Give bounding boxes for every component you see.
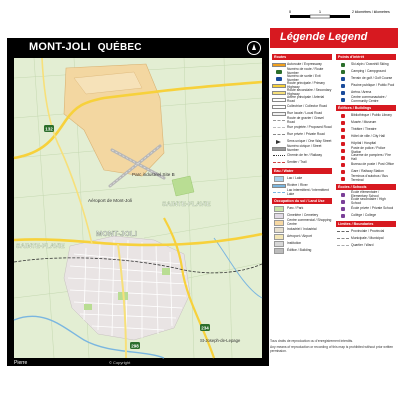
legend-dot-icon [336,141,349,146]
legend-badge-icon [272,69,285,74]
legend-dot-icon [336,134,349,139]
legend-item [336,235,396,242]
legend-badge-icon [272,76,285,81]
legend-item [272,233,332,240]
legend-item [336,96,396,103]
map-canvas[interactable] [14,58,262,358]
legend-dash-icon [272,160,285,165]
label-town: MONT-JOLI [96,229,137,238]
legend-item [336,161,396,168]
legend-dash-icon [336,229,349,234]
legend-item-label: Route de gravier / Gravel Road [287,116,324,124]
map-title-province: QUÉBEC [97,42,142,53]
legend-item-label: Théâtre / Theatre [351,126,377,131]
legend-item [336,68,396,75]
legend-line-icon [272,146,285,151]
legend-item [336,212,396,219]
label-industrial-park: Parc industriel Site B [132,172,175,177]
legend-item [272,247,332,254]
legend-section-heading: Eau / Water [272,168,332,174]
legend-item-label: Bureau de poste / Post Office [351,161,395,166]
legend-dot-icon [336,169,349,174]
legend-column-left [272,52,332,254]
svg-text:234: 234 [201,325,209,331]
legend-item [272,226,332,233]
legend-item-label: Provinciale / Provincial [351,228,385,233]
shield-132-icon [44,125,54,132]
map-copyright: © Copyright [109,360,131,365]
legend-dot-icon [336,90,349,95]
legend-line-icon [272,183,285,188]
legend-item-label: Municipale / Municipal [351,235,384,240]
legend-box-icon [272,227,285,232]
legend-item [336,61,396,68]
legend-item-label: Rue projetée / Proposed Road [287,124,332,129]
legend-box-icon [272,213,285,218]
legend-item-label: Rue privée / Private Road [287,131,325,136]
legend-item [336,133,396,140]
legend-item [272,219,332,226]
legend-item-label: Piscine publique / Public Pool [351,82,395,87]
legend-item-label: École élémentaire / Elementary School [351,190,380,198]
legend-column-right [336,52,396,249]
legend-item [272,189,332,196]
legend-item [272,145,332,152]
legend-item-label: Chemin de fer / Railway [287,152,322,157]
legend-item-label: Route principale / Primary Highway [287,81,325,89]
legend-item [272,175,332,182]
legend-dash-icon [272,132,285,137]
shield-234-icon [200,324,210,331]
legend-item-label: Aréna / Arena [351,89,372,94]
legend-line-icon [272,83,285,88]
legend-section-heading: Points d'intérêt [336,54,396,60]
legend-dot-icon [336,199,349,204]
legend-item-label: Rue locale / Local Road [287,110,323,115]
legend-item [272,124,332,131]
legend-item [336,154,396,161]
legend-section-heading: Édifices / Buildings [336,105,396,111]
legend-section-heading: Limites / Boundaries [336,221,396,227]
map-panel [7,38,269,366]
scale-label-1: 1 [318,9,322,14]
legend-item-label: Industriel / Industrial [287,226,317,231]
legend-item-label: Aéroport / Airport [287,233,312,238]
legend-item [272,205,332,212]
legend-dash-icon [272,190,285,195]
legend-dot-icon [336,206,349,211]
scale-label-2: 2 kilomètres / kilometres [352,10,390,14]
label-st-joseph: St-Joseph-de-Lepage [200,338,241,343]
label-sainte-flavie-left: SAINTE-FLAVIE [16,243,65,250]
legend-item [272,131,332,138]
legend-item-label: Terrain de golf / Golf Course [351,75,393,80]
shield-298-icon [130,342,140,349]
legend-item-label: Lac intermittent / Intermittent Lake [287,188,329,196]
legend-dot-icon [336,148,349,153]
legend-item-label: Ski alpin / Downhill Skiing [351,61,389,66]
legend-item-label: Camping / Campground [351,68,387,73]
legend-box-icon [272,176,285,181]
scale-bar [286,8,390,24]
legend-box-icon [272,234,285,239]
legend-box-icon [272,248,285,253]
legend-item-label: Artère principale / Arterial Road [287,95,325,103]
legend-item [336,228,396,235]
map-header [7,38,269,56]
legend-dot-icon [336,83,349,88]
legend-dot-icon [336,176,349,181]
svg-text:132: 132 [45,126,53,132]
label-airport: Aéroport de Mont-Joli [88,198,132,203]
legend-title: Légende Legend [280,31,368,43]
legend-item-label: Terminus d'autobus / Bus Terminal [351,174,388,182]
legend-dot-icon [336,162,349,167]
legend-dash-icon [272,118,285,123]
legend-dot-icon [336,192,349,197]
legend-item [336,205,396,212]
legend-item-label: Autoroute / Expressway [287,61,322,66]
legend-section-heading: Écoles / Schools [336,184,396,190]
legend-banner [270,28,398,48]
map-svg [14,58,262,358]
legend-item-label: Institution [287,240,302,245]
legend-dot-icon [336,97,349,102]
scale-label-0: 0 [288,9,292,14]
legend-item-label: Poste de police / Police Station [351,146,386,154]
legend-line-icon [272,104,285,109]
legend-item [336,82,396,89]
legend-item [272,96,332,103]
legend-item-label: Numéro civique / Street Number [287,144,322,152]
notes-fr: Tous droits de reproduction ou d'enregistrement interdits. [270,339,354,343]
legend-item-label: Sens unique / One Way Street [287,138,332,143]
copyright-notes [270,340,398,394]
map-title-city: MONT-JOLI [29,41,91,53]
legend-item-label: Sentier / Trail [287,159,307,164]
legend-item [272,103,332,110]
legend-line-icon [272,62,285,67]
legend-dot-icon [336,127,349,132]
legend-line-icon [272,90,285,95]
legend-item [336,175,396,182]
svg-text:298: 298 [131,343,139,349]
legend-item-label: Route secondaire / Secondary Highway [287,88,332,96]
legend-item-label: Caserne de pompiers / Fire Hall [351,153,391,161]
legend-arrow-icon [272,139,285,144]
legend-item-label: Lac / Lake [287,175,303,180]
legend-item [336,112,396,119]
legend-item-label: Musée / Museum [351,119,377,124]
legend-item-label: Rivière / River [287,182,308,187]
map-title [29,41,142,53]
legend-box-icon [272,220,285,225]
legend-box-icon [272,241,285,246]
legend-item-label: École secondaire / High School [351,197,386,205]
legend-dot-icon [336,155,349,160]
legend-item-label: Quartier / Ward [351,242,374,247]
legend-item-label: École privée / Private School [351,205,394,210]
legend-item-label: Bibliothèque / Public Library [351,112,392,117]
legend-item [336,198,396,205]
legend-box-icon [272,206,285,211]
legend-panel [270,28,398,338]
legend-item-label: Édifice / Building [287,247,312,252]
legend-item-label: Numéro de route / Route Number [287,67,324,75]
legend-item-label: Cimetière / Cemetery [287,212,319,217]
legend-item-label: Collectrice / Collector Road [287,103,327,108]
legend-rail-icon [272,153,285,158]
legend-section-heading: Occupation du sol / Land Use [272,198,332,204]
map-publisher-brand: Pierre [14,360,28,366]
legend-item [272,240,332,247]
legend-item-label: Parc / Park [287,205,304,210]
legend-section-heading: Routes [272,54,332,60]
legend-item [336,242,396,249]
legend-item-label: Gare / Railway Station [351,168,384,173]
legend-line-icon [272,111,285,116]
legend-item-label: Numéro de sortie / Exit Number [287,74,321,82]
legend-item [336,75,396,82]
legend-item [336,126,396,133]
label-sainte-flavie-upper: SAINTE-FLAVIE [162,201,211,208]
legend-item [272,152,332,159]
legend-line-icon [272,97,285,102]
legend-dot-icon [336,76,349,81]
north-arrow-icon [247,41,261,55]
legend-dot-icon [336,113,349,118]
legend-item-label: Collège / College [351,212,377,217]
legend-dot-icon [336,213,349,218]
legend-dash-icon [336,236,349,241]
legend-item-label: Centre commercial / Shopping Centre [287,218,332,226]
notes-en: Any means of reproduction or recording of this map is prohibited without prior written permission. [270,344,394,353]
legend-item [272,117,332,124]
legend-item-label: Hôpital / Hospital [351,140,376,145]
legend-dot-icon [336,62,349,67]
legend-dash-icon [272,125,285,130]
legend-dot-icon [336,120,349,125]
legend-item-label: Hôtel de ville / City Hall [351,133,385,138]
legend-item-label: Centre communautaire / Community Centre [351,95,387,103]
legend-dash-icon [336,243,349,248]
legend-item [336,119,396,126]
legend-item [272,159,332,166]
legend-dot-icon [336,69,349,74]
